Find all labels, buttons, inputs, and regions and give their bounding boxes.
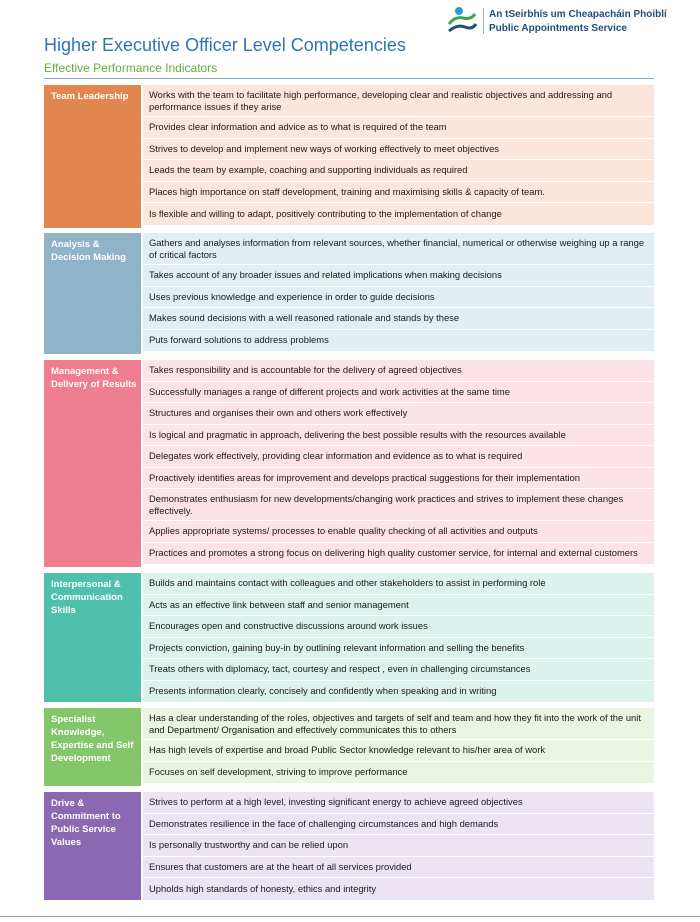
indicator-row: Ensures that customers are at the heart of all services provided <box>143 857 654 879</box>
indicator-row: Acts as an effective link between staff and senior management <box>143 595 654 617</box>
indicator-row: Is logical and pragmatic in approach, delivering the best possible results with the resources available <box>143 425 654 447</box>
section-label: Management & Delivery of Results <box>44 360 141 567</box>
section-specialist-knowledge <box>44 708 654 786</box>
indicator-row: Puts forward solutions to address problems <box>143 330 654 352</box>
section-management-delivery <box>44 360 654 567</box>
logo <box>445 4 695 40</box>
indicator-row: Is personally trustworthy and can be relied upon <box>143 835 654 857</box>
indicator-row: Structures and organises their own and others work effectively <box>143 403 654 425</box>
indicator-row: Makes sound decisions with a well reasoned rationale and stands by these <box>143 308 654 330</box>
indicator-row: Presents information clearly, concisely and confidently when speaking and in writing <box>143 681 654 703</box>
indicator-row: Works with the team to facilitate high performance, developing clear and realistic objectives and addressing and performance issues if they arise <box>143 85 654 117</box>
indicator-row: Uses previous knowledge and experience in order to guide decisions <box>143 287 654 309</box>
section-label: Drive & Commitment to Public Service Values <box>44 792 141 900</box>
indicator-list <box>143 233 654 354</box>
indicator-row: Focuses on self development, striving to improve performance <box>143 762 654 784</box>
indicator-list <box>143 792 654 900</box>
indicator-list <box>143 708 654 786</box>
indicator-row: Provides clear information and advice as to what is required of the team <box>143 117 654 139</box>
logo-text-english: Public Appointments Service <box>489 23 627 34</box>
indicator-row: Practices and promotes a strong focus on delivering high quality customer service, for internal and external customers <box>143 543 654 565</box>
indicator-row: Treats others with diplomacy, tact, courtesy and respect , even in challenging circumstances <box>143 659 654 681</box>
indicator-row: Demonstrates enthusiasm for new developments/changing work practices and strives to implement these changes effectively. <box>143 489 654 521</box>
indicator-row: Strives to perform at a high level, investing significant energy to achieve agreed objectives <box>143 792 654 814</box>
footer-divider <box>0 916 700 917</box>
indicator-row: Has a clear understanding of the roles, objectives and targets of self and team and how they fit into the work of the unit and Department/ Organisation and effectively communicates this to others <box>143 708 654 740</box>
indicator-row: Gathers and analyses information from relevant sources, whether financial, numerical or otherwise weighing up a range of critical factors <box>143 233 654 265</box>
indicator-row: Has high levels of expertise and broad Public Sector knowledge relevant to his/her area of work <box>143 740 654 762</box>
section-label: Interpersonal & Communication Skills <box>44 573 141 702</box>
indicator-row: Places high importance on staff development, training and maximising skills & capacity of team. <box>143 182 654 204</box>
indicator-row: Demonstrates resilience in the face of challenging circumstances and high demands <box>143 814 654 836</box>
indicator-row: Takes responsibility and is accountable for the delivery of agreed objectives <box>143 360 654 382</box>
indicator-row: Applies appropriate systems/ processes to enable quality checking of all activities and outputs <box>143 521 654 543</box>
section-label: Analysis & Decision Making <box>44 233 141 354</box>
indicator-row: Projects conviction, gaining buy-in by outlining relevant information and selling the benefits <box>143 638 654 660</box>
page-subtitle: Effective Performance Indicators <box>44 61 218 75</box>
section-label: Specialist Knowledge, Expertise and Self Development <box>44 708 141 786</box>
indicator-row: Takes account of any broader issues and related implications when making decisions <box>143 265 654 287</box>
logo-text-irish: An tSeirbhís um Cheapacháin Phoiblí <box>489 9 667 20</box>
section-analysis-decision-making <box>44 233 654 354</box>
section-interpersonal-communication <box>44 573 654 702</box>
indicator-row: Leads the team by example, coaching and supporting individuals as required <box>143 160 654 182</box>
indicator-list <box>143 573 654 702</box>
page-title: Higher Executive Officer Level Competencies <box>44 35 406 55</box>
indicator-row: Proactively identifies areas for improvement and develops practical suggestions for their implementation <box>143 468 654 490</box>
indicator-row: Successfully manages a range of different projects and work activities at the same time <box>143 382 654 404</box>
header-divider <box>44 78 654 79</box>
indicator-list <box>143 85 654 228</box>
section-label: Team Leadership <box>44 85 141 228</box>
indicator-list <box>143 360 654 567</box>
indicator-row: Builds and maintains contact with colleagues and other stakeholders to assist in performing role <box>143 573 654 595</box>
indicator-row: Delegates work effectively, providing clear information and evidence as to what is required <box>143 446 654 468</box>
section-team-leadership <box>44 85 654 228</box>
indicator-row: Is flexible and willing to adapt, positively contributing to the implementation of change <box>143 203 654 225</box>
logo-mark-icon <box>445 4 479 38</box>
indicator-row: Encourages open and constructive discussions around work issues <box>143 616 654 638</box>
section-drive-commitment <box>44 792 654 900</box>
indicator-row: Upholds high standards of honesty, ethics and integrity <box>143 878 654 900</box>
indicator-row: Strives to develop and implement new ways of working effectively to meet objectives <box>143 139 654 161</box>
logo-divider <box>483 8 484 34</box>
